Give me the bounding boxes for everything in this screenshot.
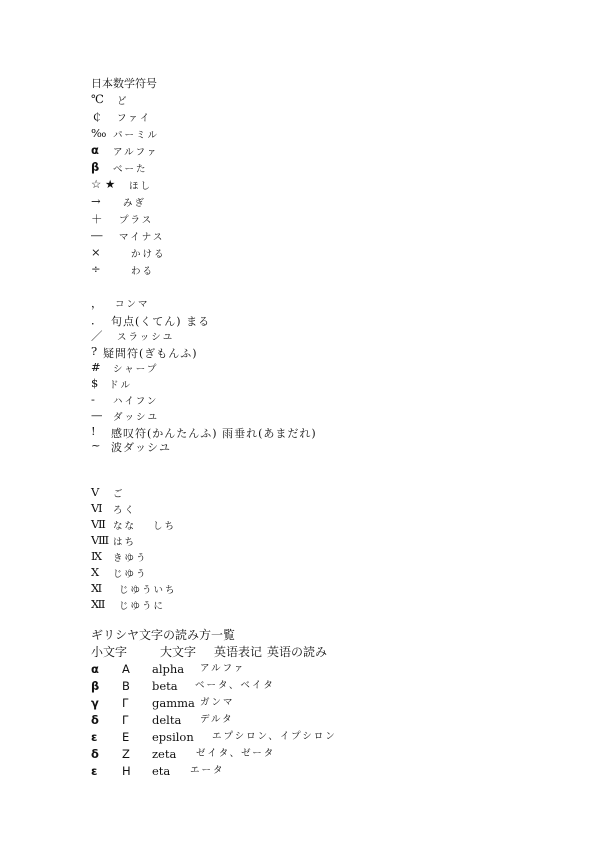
plus-icon: ＋: [91, 212, 103, 226]
reading: ダッシユ: [113, 412, 160, 423]
lowercase-letter: ε: [91, 764, 98, 778]
symbol: ~: [91, 438, 101, 452]
header-reading: 英语の読み: [267, 645, 328, 659]
symbol: -: [91, 392, 95, 406]
uppercase-letter: Γ: [122, 696, 129, 710]
reading: アルファ: [200, 663, 246, 674]
english-name: alpha: [152, 662, 185, 676]
symbol: ，: [91, 296, 103, 310]
symbol: ‰: [91, 126, 107, 140]
reading: シャープ: [113, 364, 159, 375]
arrow-right-icon: →: [91, 194, 101, 208]
reading: なな しち: [113, 521, 177, 532]
english-name: epsilon: [152, 730, 194, 744]
uppercase-letter: Α: [122, 662, 130, 676]
symbol: β: [91, 160, 100, 174]
divide-icon: ÷: [91, 262, 101, 276]
reading: べーた: [113, 164, 148, 175]
reading: ハイフン: [113, 396, 159, 407]
reading: かける: [131, 249, 166, 260]
symbol: ．: [91, 313, 103, 327]
reading: ろく: [113, 505, 137, 516]
symbol: ℃: [91, 92, 104, 106]
reading: 感叹符(かんたんふ) 雨垂れ(あまだれ): [111, 427, 317, 440]
english-name: eta: [152, 764, 171, 778]
star-icon: ☆ ★: [91, 177, 116, 191]
roman-numeral: Ⅴ: [91, 485, 100, 499]
minus-icon: ―: [91, 228, 103, 242]
symbol: ￠: [91, 110, 103, 124]
reading: エータ: [190, 765, 225, 776]
lowercase-letter: δ: [91, 713, 99, 727]
reading: きゆう: [113, 553, 148, 564]
lowercase-letter: α: [91, 662, 99, 676]
reading: ゼイタ、ゼータ: [196, 748, 276, 759]
roman-numeral: Ⅺ: [91, 581, 103, 595]
symbol: ／: [91, 329, 103, 343]
roman-numeral: Ⅻ: [91, 597, 106, 611]
section1-title: 日本数学符号: [91, 77, 157, 90]
reading: プラス: [119, 215, 154, 226]
reading: パーミル: [113, 130, 160, 141]
uppercase-letter: Γ: [122, 713, 129, 727]
roman-numeral: Ⅸ: [91, 549, 103, 563]
roman-numeral: Ⅷ: [91, 533, 110, 547]
roman-numeral: Ⅹ: [91, 565, 100, 579]
reading: じゆう: [113, 569, 148, 580]
uppercase-letter: Η: [122, 764, 131, 778]
reading: スラッシユ: [117, 332, 175, 343]
english-name: zeta: [152, 747, 177, 761]
roman-numeral: Ⅶ: [91, 517, 106, 531]
lowercase-letter: γ: [91, 696, 99, 710]
symbol: $: [91, 376, 99, 390]
reading: 疑問符(ぎもんふ): [103, 347, 198, 360]
reading: ベータ、ベイタ: [195, 680, 275, 691]
symbol: —: [91, 408, 103, 422]
reading: ガンマ: [200, 697, 235, 708]
reading: デルタ: [200, 714, 234, 725]
reading: ファイ: [117, 113, 152, 124]
header-english: 英语表记: [214, 645, 263, 659]
uppercase-letter: Β: [122, 679, 130, 693]
english-name: delta: [152, 713, 182, 727]
symbol: #: [91, 360, 101, 374]
header-lower: 小文字: [91, 645, 128, 659]
reading: ほし: [129, 181, 153, 192]
symbol: !: [91, 424, 96, 438]
reading: 句点(くてん) まる: [111, 315, 211, 328]
symbol: ?: [91, 344, 98, 358]
uppercase-letter: Ζ: [122, 747, 130, 761]
lowercase-letter: β: [91, 679, 100, 693]
reading: じゆういち: [119, 585, 177, 596]
english-name: beta: [152, 679, 178, 693]
reading: マイナス: [119, 232, 165, 243]
reading: ご: [113, 489, 125, 500]
times-icon: ×: [91, 245, 101, 259]
reading: アルファ: [113, 147, 159, 158]
roman-numeral: Ⅵ: [91, 501, 103, 515]
symbol: α: [91, 143, 99, 157]
reading: わる: [131, 266, 155, 277]
header-upper: 大文字: [160, 645, 197, 659]
reading: ドル: [109, 380, 133, 391]
reading: はち: [113, 537, 137, 548]
reading: コンマ: [115, 299, 150, 310]
lowercase-letter: ε: [91, 730, 98, 744]
reading: 波ダッシユ: [111, 441, 171, 454]
lowercase-letter: δ: [91, 747, 99, 761]
greek-table-title: ギリシヤ文字の読み方一覧: [91, 628, 236, 642]
english-name: gamma: [152, 696, 195, 710]
reading: みぎ: [123, 198, 147, 209]
reading: じゆうに: [119, 601, 166, 612]
reading: ど: [117, 96, 129, 107]
uppercase-letter: Ε: [122, 730, 130, 744]
reading: エプシロン、イプシロン: [212, 731, 337, 742]
